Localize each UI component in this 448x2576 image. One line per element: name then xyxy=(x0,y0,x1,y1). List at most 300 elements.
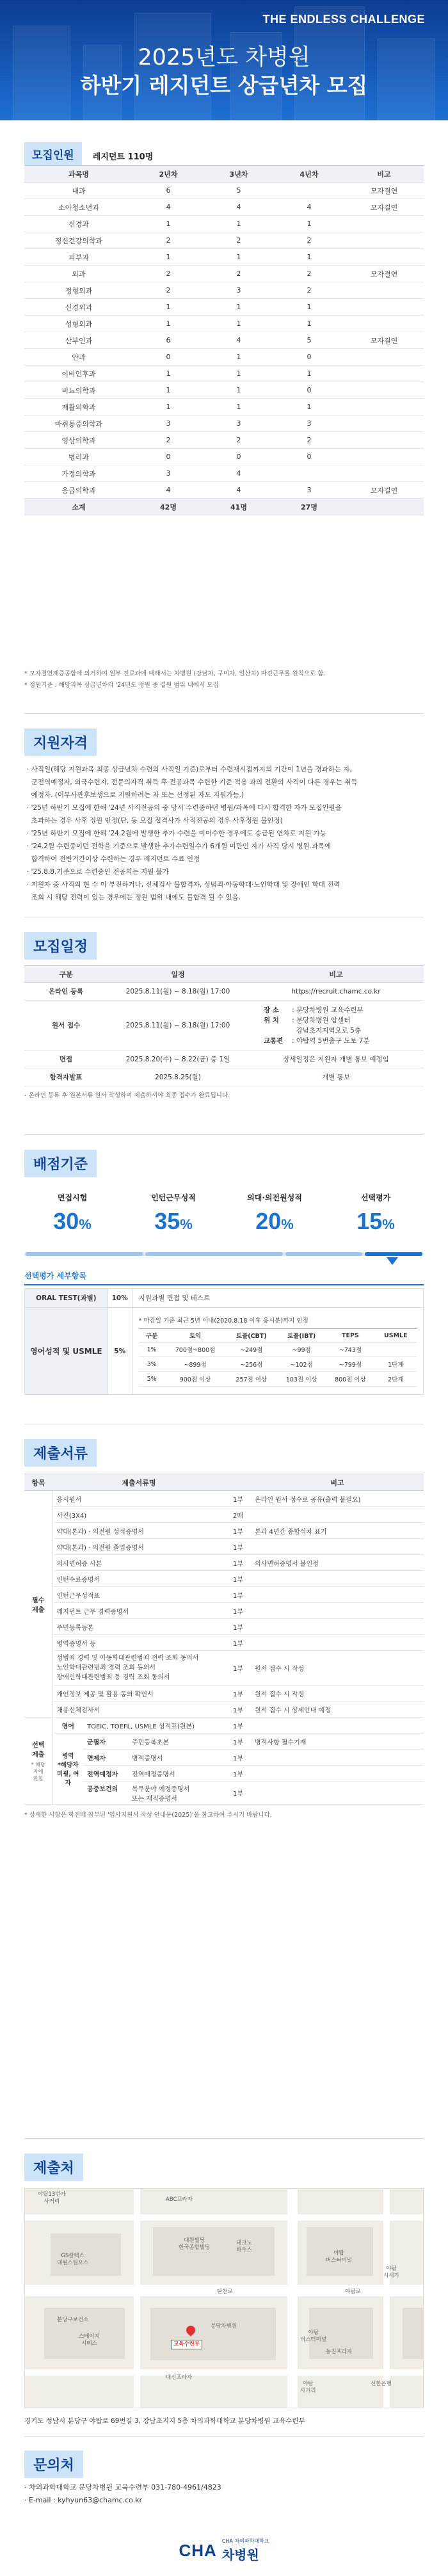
cell: 2 xyxy=(274,282,344,299)
criteria-value-unit: % xyxy=(180,1216,193,1232)
schedule-note: 상세일정은 지원자 개별 통보 예정임 xyxy=(248,1051,424,1068)
map-label: 분당차병원 xyxy=(211,2323,237,2330)
dept-name: 정형외과 xyxy=(24,282,133,299)
table-row xyxy=(24,465,424,482)
cell: 1 xyxy=(274,216,344,232)
lang-pct: 5% xyxy=(108,1308,132,1395)
schedule-date: 2025.8.11(월) ~ 8.18(월) 17:00 xyxy=(108,983,248,1001)
lang-cell: 3% xyxy=(139,1357,165,1372)
table-row xyxy=(24,1750,424,1766)
cell: 3 xyxy=(133,465,204,482)
location-label: 제출처 xyxy=(24,2153,83,2181)
table-row xyxy=(24,1051,424,1068)
cell: 2 xyxy=(274,266,344,282)
criteria-item-value xyxy=(227,1208,323,1235)
table-row xyxy=(24,983,424,1001)
schedule-note-line xyxy=(264,1026,422,1036)
doc-qty: 1부 xyxy=(225,1635,251,1651)
doc-note xyxy=(251,1619,424,1635)
dept-name: 외과 xyxy=(24,266,133,282)
cell: 0 xyxy=(133,349,204,366)
oral-label: ORAL TEST(과별) xyxy=(25,1289,108,1308)
cell xyxy=(344,216,424,232)
cell: 1 xyxy=(204,382,274,399)
cell xyxy=(274,465,344,482)
lang-col-header: USMLE xyxy=(375,1329,417,1342)
contact-label: 문의처 xyxy=(24,2451,83,2478)
cell: 1 xyxy=(274,249,344,266)
doc-subcategory: 영어 xyxy=(52,1718,83,1734)
note-value: 강남초지지역오로 5층 xyxy=(292,1026,361,1034)
table-row xyxy=(24,1734,424,1750)
doc-col-name: 제출서류명 xyxy=(52,1474,225,1491)
eligibility-label: 지원자격 xyxy=(24,729,97,756)
cell xyxy=(344,282,424,299)
lang-cell: ~743점 xyxy=(326,1342,374,1357)
lang-cell: 900점 이상 xyxy=(165,1372,226,1387)
note-value: : 야탑역 5번출구 도보 7분 xyxy=(292,1036,370,1045)
doc-category-sub: * 해당 자에 한함 xyxy=(31,1762,45,1782)
doc-note xyxy=(251,1782,424,1805)
doc-qty: 2매 xyxy=(225,1507,251,1523)
doc-qty: 1부 xyxy=(225,1766,251,1782)
cell xyxy=(344,415,424,432)
table-row xyxy=(24,1603,424,1619)
doc-qty: 1부 xyxy=(225,1718,251,1734)
dept-name: 영상의학과 xyxy=(24,432,133,449)
documents-note: * 상세한 사항은 학전배 참부된 '입사지원서 작성 안내문(2025)'을 참고하여 주시기 바랍니다. xyxy=(24,1812,272,1819)
total-cell: 소계 xyxy=(24,499,133,515)
table-row xyxy=(24,1718,424,1734)
oral-pct: 10% xyxy=(108,1289,132,1308)
doc-qty: 1부 xyxy=(225,1539,251,1555)
cell: 4 xyxy=(204,332,274,349)
map-label: 야탑로 xyxy=(345,2289,361,2295)
eligibility-item: · '24.2월 수련중이던 전학을 기준으로 발생한 추가수련일수가 6개월 미만인 자가 사직 당시 병원.과목에 xyxy=(27,842,332,850)
cell xyxy=(344,449,424,465)
dept-name: 마취통증의학과 xyxy=(24,415,133,432)
cell xyxy=(344,366,424,382)
cell: 1 xyxy=(204,366,274,382)
cell: 4 xyxy=(204,482,274,499)
doc-item: 주민등록초본 xyxy=(132,1739,169,1746)
dept-name: 병리과 xyxy=(24,449,133,465)
title-line2: 하반기 레지던트 상급년차 모집 xyxy=(80,73,368,98)
lang-col-header: TEPS xyxy=(326,1329,374,1342)
criteria-row xyxy=(24,1192,424,1251)
criteria-detail-table-wrap xyxy=(24,1288,424,1395)
recruit-note: * 정원기준 : 해당과목 상급년차의 '24년도 정원 중 결원 범위 내에서 모집 xyxy=(24,682,219,689)
table-row xyxy=(24,1686,424,1702)
doc-note: 본과 4년간 종합석차 표기 xyxy=(251,1523,424,1539)
table-row xyxy=(24,1539,424,1555)
criteria-value-number: 15 xyxy=(356,1208,383,1234)
table-row xyxy=(24,332,424,349)
doc-note: 원서 접수 시 작성 xyxy=(251,1651,424,1686)
cell: 1 xyxy=(274,299,344,316)
doc-qty: 1부 xyxy=(225,1491,251,1507)
recruit-col-header: 과목명 xyxy=(24,166,133,182)
cell: 1 xyxy=(274,366,344,382)
recruit-note: * 모자결연제증공합에 의거하여 일부 진료과에 대해서는 차병원 (강남차, 구미차, 일산차) 파견근무를 원칙으로 함. xyxy=(24,670,326,677)
criteria-item-value xyxy=(24,1208,120,1235)
recruit-notes xyxy=(24,668,424,691)
dept-name: 내과 xyxy=(24,182,133,199)
dept-name: 신경외과 xyxy=(24,299,133,316)
title-line1: 2025년도 차병원 xyxy=(138,45,310,70)
cell xyxy=(344,299,424,316)
cell: 2 xyxy=(204,432,274,449)
lang-cell: 257점 이상 xyxy=(226,1372,277,1387)
recruit-col-header: 4년차 xyxy=(274,166,344,182)
dept-name: 소아청소년과 xyxy=(24,199,133,216)
dept-name: 신경과 xyxy=(24,216,133,232)
table-row xyxy=(24,216,424,232)
documents-table xyxy=(24,1474,424,1805)
total-row xyxy=(24,499,424,515)
criteria-item-value xyxy=(328,1208,424,1235)
doc-name: 사진(3X4) xyxy=(52,1507,225,1523)
doc-note: 원서 접수 시 상세안내 예정 xyxy=(251,1702,424,1718)
lang-cell: ~799점 xyxy=(326,1357,374,1372)
doc-name: TOEIC, TOEFL, USMLE 성적표(원본) xyxy=(83,1718,225,1734)
lang-cell: 2단계 xyxy=(375,1372,417,1387)
tagline: THE ENDLESS CHALLENGE xyxy=(262,13,425,26)
schedule-col-header: 구분 xyxy=(24,966,108,983)
cell: 1 xyxy=(133,299,204,316)
doc-note xyxy=(251,1635,424,1651)
cell: 0 xyxy=(274,382,344,399)
recruit-table xyxy=(24,165,424,515)
doc-name: 개인정보 제공 및 활용 동의 확인서 xyxy=(52,1686,225,1702)
table-row xyxy=(24,1491,424,1507)
cell: 모자결연 xyxy=(344,482,424,499)
recruit-table-wrap xyxy=(24,165,424,515)
criteria-header xyxy=(24,1150,97,1177)
schedule-label: 면접 xyxy=(24,1051,108,1068)
cell: 1 xyxy=(204,299,274,316)
cell: 1 xyxy=(204,316,274,332)
table-row xyxy=(24,1702,424,1718)
doc-qty: 1부 xyxy=(225,1587,251,1603)
cell: 3 xyxy=(204,415,274,432)
lang-cell: 800점 이상 xyxy=(326,1372,374,1387)
lang-col-header: 토플(IBT) xyxy=(277,1329,326,1342)
selected-pointer-icon xyxy=(387,1257,398,1265)
doc-qty: 1부 xyxy=(225,1619,251,1635)
doc-name xyxy=(83,1734,225,1750)
criteria-item-label: 면접시험 xyxy=(57,1193,88,1202)
doc-note xyxy=(251,1718,424,1734)
doc-qty: 1부 xyxy=(225,1686,251,1702)
criteria-item xyxy=(125,1192,221,1235)
criteria-item xyxy=(328,1192,424,1235)
cell: 1 xyxy=(133,399,204,415)
cell: 3 xyxy=(204,282,274,299)
schedule-label: 원서 접수 xyxy=(24,1001,108,1051)
eligibility-item: · '25.8.8.기준으로 수련중인 전공의는 지원 불가 xyxy=(27,868,169,876)
dept-name: 안과 xyxy=(24,349,133,366)
table-row xyxy=(139,1342,417,1357)
schedule-note-line xyxy=(264,1005,422,1015)
total-cell: 42명 xyxy=(133,499,204,515)
lang-cell: 1단계 xyxy=(375,1357,417,1372)
schedule-date: 2025.8.25(월) xyxy=(108,1068,248,1086)
criteria-item xyxy=(227,1192,323,1235)
location-map[interactable] xyxy=(24,2188,424,2408)
schedule-date: 2025.8.11(월) ~ 8.18(월) 17:00 xyxy=(108,1001,248,1051)
lang-col-header: 구분 xyxy=(139,1329,165,1342)
criteria-detail-table xyxy=(24,1288,424,1395)
doc-name: 응시원서 xyxy=(52,1491,225,1507)
doc-qty: 1부 xyxy=(225,1702,251,1718)
table-row xyxy=(24,282,424,299)
eligibility-item: 군전역예정자, 외국수련자, 전문의자격 취득 후 전공과목 수련한 기준 적용 과의 전환의 사직이 다른 경우는 취득 xyxy=(27,778,358,786)
note-key: 위 치 xyxy=(264,1016,279,1024)
cell xyxy=(344,249,424,266)
lang-cell: ~102점 xyxy=(277,1357,326,1372)
table-row xyxy=(24,1555,424,1571)
cell: 4 xyxy=(274,199,344,216)
cell: 2 xyxy=(133,432,204,449)
doc-qty: 1부 xyxy=(225,1734,251,1750)
criteria-item xyxy=(24,1192,120,1235)
doc-kind: 면제자 xyxy=(87,1755,106,1762)
schedule-label: 온라인 등록 xyxy=(24,983,108,1001)
table-row xyxy=(24,399,424,415)
cell: 1 xyxy=(133,249,204,266)
cell: 2 xyxy=(133,282,204,299)
map-label: 야탑 시세기 xyxy=(383,2266,399,2279)
hero-banner xyxy=(0,0,448,120)
table-row xyxy=(24,432,424,449)
table-row xyxy=(24,1635,424,1651)
dept-name: 정신건강의학과 xyxy=(24,232,133,249)
table-row xyxy=(24,1619,424,1635)
cell: 모자결연 xyxy=(344,266,424,282)
lang-cell: ~899점 xyxy=(165,1357,226,1372)
table-row xyxy=(24,1068,424,1086)
dept-name: 이비인후과 xyxy=(24,366,133,382)
footer xyxy=(0,2529,448,2576)
dept-name: 성형외과 xyxy=(24,316,133,332)
doc-note: 원서 접수 시 작성 xyxy=(251,1686,424,1702)
lang-score-table xyxy=(139,1328,417,1387)
cell: 0 xyxy=(274,349,344,366)
recruit-col-header: 3년차 xyxy=(204,166,274,182)
doc-name: 주민등록등본 xyxy=(52,1619,225,1635)
table-row xyxy=(24,1766,424,1782)
map-label: 스테이지 시메스 xyxy=(79,2333,100,2347)
schedule-note: 개별 통보 xyxy=(248,1068,424,1086)
contact-header xyxy=(24,2451,83,2478)
map-label: 교육수련부 xyxy=(171,2340,202,2349)
cell: 0 xyxy=(204,449,274,465)
footer-logo: CHA xyxy=(179,2540,217,2560)
criteria-item-value xyxy=(125,1208,221,1235)
table-row xyxy=(24,349,424,366)
map-label: 분당구보건소 xyxy=(57,2317,89,2323)
cell: 1 xyxy=(204,216,274,232)
table-row xyxy=(24,1571,424,1587)
doc-note xyxy=(251,1766,424,1782)
doc-note: 온라인 원서 접수로 공유(출력 불필요) xyxy=(251,1491,424,1507)
lang-note: * 마감일 기준 최근 5년 이내(2020.8.18 이후 응시분)까지 인정 xyxy=(138,1317,308,1324)
schedule-note-line xyxy=(264,1015,422,1026)
criteria-bar-segment xyxy=(145,1252,282,1256)
schedule-note-line xyxy=(264,1036,422,1046)
documents-table-wrap xyxy=(24,1474,424,1821)
doc-item: 병적증명서 xyxy=(132,1755,163,1762)
doc-qty: 1부 xyxy=(225,1782,251,1805)
doc-note xyxy=(251,1603,424,1619)
doc-qty: 1부 xyxy=(225,1523,251,1539)
table-row xyxy=(24,1507,424,1523)
table-row xyxy=(24,199,424,216)
cell: 4 xyxy=(204,465,274,482)
map-label: 대신프라자 xyxy=(166,2374,193,2381)
doc-kind: 전역예정자 xyxy=(87,1771,118,1778)
doc-name xyxy=(83,1750,225,1766)
cell: 2 xyxy=(274,232,344,249)
table-row xyxy=(24,382,424,399)
schedule-col-header: 비고 xyxy=(248,966,424,983)
criteria-bar xyxy=(24,1252,424,1256)
schedule-note[interactable]: https://recruit.chamc.co.kr xyxy=(248,983,424,1001)
doc-name: 약대(본과) · 의전원 졸업증명서 xyxy=(52,1539,225,1555)
cell: 5 xyxy=(274,332,344,349)
lang-cell: 103점 이상 xyxy=(277,1372,326,1387)
cell: 2 xyxy=(204,232,274,249)
criteria-item-label: 의대·의전원성적 xyxy=(247,1193,302,1202)
map-label: 야탑 버스터미널 xyxy=(300,2330,327,2343)
doc-qty: 1부 xyxy=(225,1555,251,1571)
note-value: : 분당차병원 암센터 xyxy=(292,1016,351,1024)
doc-note: 의사면허증명서 불인정 xyxy=(251,1555,424,1571)
cell xyxy=(274,182,344,199)
table-row xyxy=(24,182,424,199)
note-key: 장 소 xyxy=(264,1006,279,1014)
criteria-bar-segment xyxy=(26,1252,143,1256)
lang-cell: 5% xyxy=(139,1372,165,1387)
doc-col-note: 비고 xyxy=(251,1474,424,1491)
schedule-table-wrap xyxy=(24,965,424,1102)
cell: 모자결연 xyxy=(344,199,424,216)
lang-cell: ~256점 xyxy=(226,1357,277,1372)
total-cell: 41명 xyxy=(204,499,274,515)
lang-col-header: 토익 xyxy=(165,1329,226,1342)
doc-note xyxy=(251,1539,424,1555)
documents-label: 제출서류 xyxy=(24,1439,97,1467)
cell: 1 xyxy=(133,366,204,382)
map-label: 야탑 버스터미널 xyxy=(326,2250,353,2264)
doc-note xyxy=(251,1750,424,1766)
map-label: 동진프라자 xyxy=(326,2349,353,2355)
contact-email[interactable]: · E-mail : kyhyun63@chamc.co.kr xyxy=(24,2496,143,2504)
cell xyxy=(344,349,424,366)
total-cell xyxy=(344,499,424,515)
table-row xyxy=(24,299,424,316)
cell: 0 xyxy=(274,449,344,465)
table-row xyxy=(24,1523,424,1539)
cell: 4 xyxy=(204,199,274,216)
doc-qty: 1부 xyxy=(225,1603,251,1619)
criteria-item-label: 선택평가 xyxy=(360,1193,391,1202)
doc-name: 병역증명서 등 xyxy=(52,1635,225,1651)
schedule-header xyxy=(24,932,97,960)
cell: 4 xyxy=(133,482,204,499)
table-row xyxy=(24,1587,424,1603)
note-key: 교통편 xyxy=(264,1036,284,1045)
schedule-table xyxy=(24,965,424,1086)
total-cell: 27명 xyxy=(274,499,344,515)
schedule-date: 2025.8.20(수) ~ 8.22(금) 중 1일 xyxy=(108,1051,248,1068)
doc-name: 의사면허증 사본 xyxy=(52,1555,225,1571)
doc-name xyxy=(83,1766,225,1782)
cell: 1 xyxy=(204,399,274,415)
table-row xyxy=(24,415,424,432)
table-row xyxy=(24,316,424,332)
table-row xyxy=(139,1372,417,1387)
eligibility-item: 초과하는 경우 사후 정원 인정(단, 동 모집 접격사가 사직전공의 경우 사후정원 불인정) xyxy=(27,817,283,825)
lang-cell: 1% xyxy=(139,1342,165,1357)
eligibility-item: · '25년 하반기 모집에 한해 '24년 사직전공의 중 당시 수련종하던 병원/과목에 다시 합격한 자가 모집인원을 xyxy=(27,804,342,812)
table-row xyxy=(139,1357,417,1372)
table-row xyxy=(24,1001,424,1051)
recruit-total: 레지던트 110명 xyxy=(92,152,154,162)
doc-category xyxy=(24,1718,52,1805)
cell: 1 xyxy=(133,216,204,232)
schedule-label: 합격자발표 xyxy=(24,1068,108,1086)
eligibility-list xyxy=(24,763,424,904)
cell: 모자결연 xyxy=(344,332,424,349)
doc-kind: 군필자 xyxy=(87,1739,106,1746)
map-label: 야탑 사거리 xyxy=(300,2381,316,2394)
criteria-value-number: 30 xyxy=(53,1208,79,1234)
table-row xyxy=(24,366,424,382)
note-value: : 분당차병원 교육수련부 xyxy=(292,1006,364,1014)
cell: 2 xyxy=(274,432,344,449)
map-label: 야탑13번가 사거리 xyxy=(38,2191,66,2205)
cell xyxy=(344,465,424,482)
eligibility-item: · 사직일(해당 지원과목 최종 상급년차 수련의 사직일 기준)로부터 수련재시점까지의 기간이 1년을 경과하는 자, xyxy=(27,766,352,773)
cell: 3 xyxy=(274,415,344,432)
table-row xyxy=(24,232,424,249)
doc-name: 약대(본과) · 의전원 성적증명서 xyxy=(52,1523,225,1539)
criteria-detail-label: 선택평가 세부항목 xyxy=(24,1271,86,1280)
cell xyxy=(344,232,424,249)
doc-name: 인턴근무성적표 xyxy=(52,1587,225,1603)
cell xyxy=(344,382,424,399)
doc-note xyxy=(251,1571,424,1587)
cell: 4 xyxy=(133,199,204,216)
cell: 1 xyxy=(274,399,344,415)
schedule-note xyxy=(248,1001,424,1051)
lang-cell xyxy=(375,1342,417,1357)
table-row xyxy=(24,249,424,266)
address: 경기도 성남시 분당구 야탑로 69번길 3, 강남초지지 5층 차의과학대학교 분당차병원 교육수련부 xyxy=(24,2417,305,2425)
documents-header xyxy=(24,1439,97,1467)
criteria-value-unit: % xyxy=(382,1216,395,1232)
map-label: 대원빌딩 한국종합빌딩 xyxy=(179,2237,211,2251)
lang-col-header: 토플(CBT) xyxy=(226,1329,277,1342)
eligibility-item: 조회 시 해당 전력이 있는 경우에는 정원 범위 내에도 불합격 될 수 있음. xyxy=(27,894,241,901)
doc-name: 성범죄 경력 및 아동학대관련범죄 전력 조회 동의서 노인학대관련범죄 경력 조회 동의서 장애인학대관련범죄 등 경력 조회 동의서 xyxy=(52,1651,225,1686)
dept-name: 비뇨의학과 xyxy=(24,382,133,399)
cell: 0 xyxy=(133,449,204,465)
schedule-note: - 온라인 등록 후 원본서류 원서 작성하며 제출하셔야 최종 접수가 완료됩니다. xyxy=(24,1092,230,1099)
footer-name: 차병원 xyxy=(221,2547,259,2563)
